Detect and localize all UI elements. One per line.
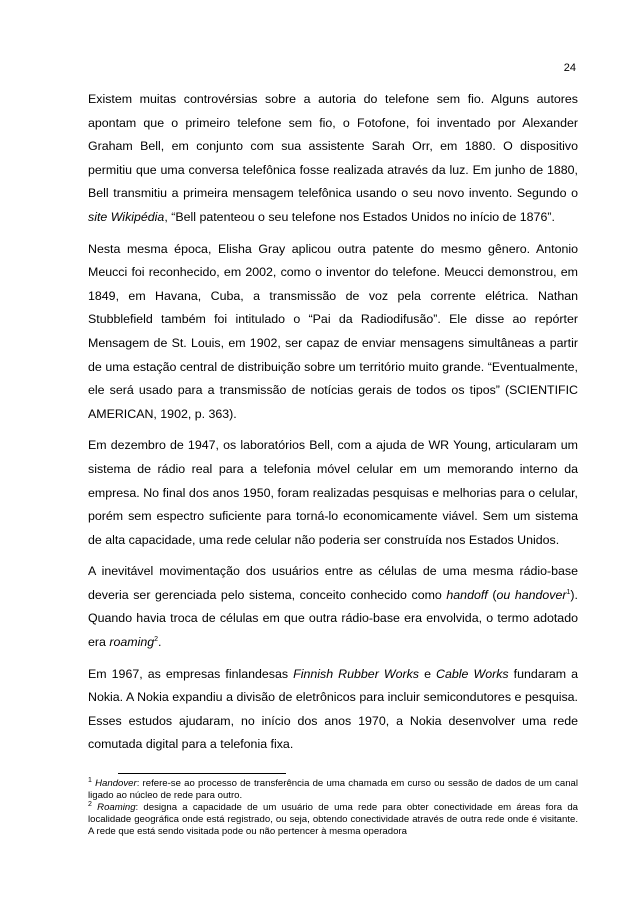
footnote-ref: 1	[88, 776, 92, 784]
footnote-ref: 2	[88, 800, 92, 808]
paragraph	[88, 560, 578, 654]
footnote-ref: 1	[566, 588, 571, 596]
italic-text: Cable Works	[436, 666, 509, 681]
italic-text: Finnish Rubber Works	[293, 666, 419, 681]
text-run: A inevitável movimentação dos usuários entre as células de uma mesma rádio-base deveria ser gerenciada pelo sistema, conceito conhecido como	[88, 564, 578, 602]
italic-text: handoff	[446, 587, 488, 602]
italic-text: Handover	[95, 778, 137, 789]
text-run: : refere-se ao processo de transferência de uma chamada em curso ou sessão de dados de um canal ligado ao núcleo de rede para outro.	[88, 778, 578, 801]
paragraph	[88, 663, 578, 757]
text-run: fundaram a Nokia. A Nokia expandiu a divisão de eletrônicos para incluir semicondutores e pesquisa. Esses estudos ajudaram, no início dos anos 1970, a Nokia desenvolver uma rede comutada digital para a telefonia fixa.	[88, 666, 578, 752]
italic-text: ou handover	[496, 587, 567, 602]
footnote-divider	[118, 773, 286, 774]
italic-text: roaming	[109, 635, 155, 650]
footnote-ref: 2	[154, 635, 159, 643]
text-run: : designa a capacidade de um usuário de uma rede para obter conectividade em áreas fora da localidade geográfica onde está registrado, ou seja, obtendo conectividade através de outra rede onde é visitante. A rede que está sendo visitada pode ou não pertencer à mesma operadora	[88, 802, 579, 837]
text-run: .	[158, 635, 162, 650]
text-run: , “Bell patenteou o seu telefone nos Estados Unidos no início de 1876”.	[164, 209, 555, 224]
text-run: Em 1967, as empresas finlandesas	[88, 666, 294, 681]
text-run: e	[419, 666, 437, 681]
page-number: 24	[563, 62, 576, 74]
text-run: ). Quando havia troca de células em que outra rádio-base era envolvida, o termo adotado era	[88, 587, 578, 650]
footnote	[88, 778, 578, 802]
footnotes	[88, 778, 578, 838]
italic-text: site Wikipédia	[88, 209, 165, 224]
paragraph	[88, 238, 578, 427]
paragraph	[88, 434, 578, 552]
text-run: Nesta mesma época, Elisha Gray aplicou outra patente do mesmo gênero. Antonio Meucci foi reconhecido, em 2002, como o inventor do telefone. Meucci demonstrou, em 1849, em Havana, Cuba, a transmissão de voz pela corrente elétrica. Nathan Stubblefield também foi intitulado o “Pai da Radiodifusão”. Ele disse ao repórter Mensagem de St. Louis, em 1902, ser capaz de enviar mensagens simultâneas a partir de uma estação central de distribuição sobre um território muito grande. “Eventualmente, ele será usado para a transmissão de notícias gerais de todos os tipos” (SCIENTIFIC AMERICAN, 1902, p. 363).	[88, 241, 578, 421]
text-run: Em dezembro de 1947, os laboratórios Bell, com a ajuda de WR Young, articularam um sistema de rádio real para a telefonia móvel celular em um memorando interno da empresa. No final dos anos 1950, foram realizadas pesquisas e melhorias para o celular, porém sem espectro suficiente para torná-lo economicamente viável. Sem um sistema de alta capacidade, uma rede celular não poderia ser construída nos Estados Unidos.	[88, 438, 578, 547]
text-run: Existem muitas controvérsias sobre a autoria do telefone sem fio. Alguns autores apontam que o primeiro telefone sem fio, o Fotofone, foi inventado por Alexander Graham Bell, em conjunto com sua assistente Sarah Orr, em 1880. O dispositivo permitiu que uma conversa telefônica fosse realizada através da luz. Em junho de 1880, Bell transmitiu a primeira mensagem telefônica usando o seu novo invento. Segundo o	[88, 92, 578, 201]
italic-text: Roaming	[97, 802, 136, 813]
paragraph	[88, 88, 578, 230]
text-run: (	[487, 587, 497, 602]
body-text	[88, 88, 578, 765]
footnote	[88, 802, 578, 838]
